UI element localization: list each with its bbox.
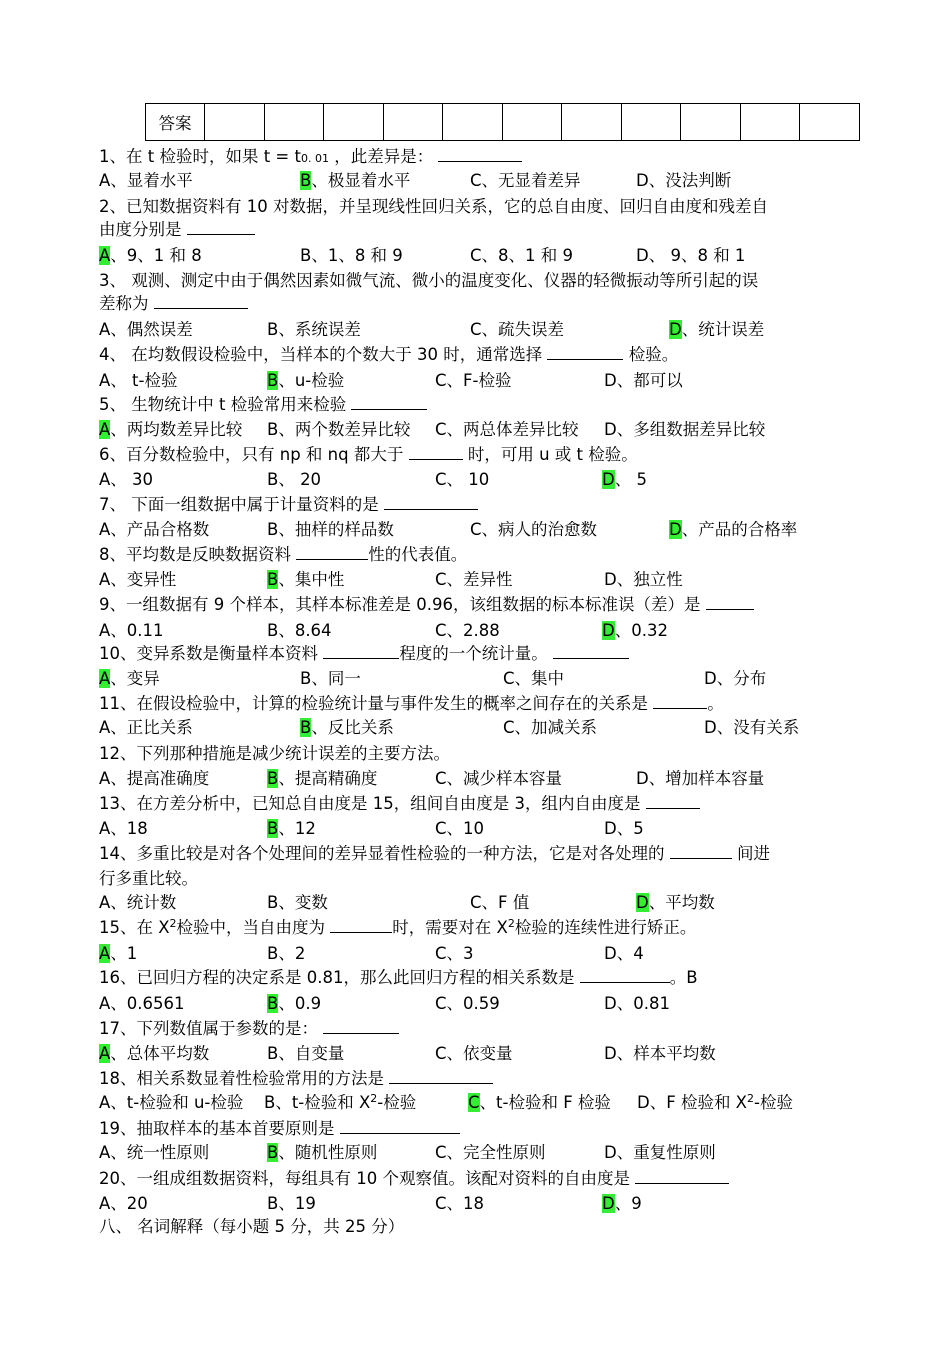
question-6-option-d: D、 5 [602, 470, 647, 489]
answer-blank [706, 594, 754, 610]
question-1-option-c: C、无显着差异 [470, 171, 581, 190]
question-19-option-b: B、随机性原则 [267, 1143, 378, 1162]
question-2-option-a: A、9、1 和 8 [99, 246, 202, 265]
answer-cell[interactable] [621, 104, 681, 141]
question-6-option-c: C、 10 [435, 470, 490, 489]
answer-blank [653, 693, 707, 709]
question-14-option-b: B、变数 [267, 893, 328, 912]
question-15-option-b: B、2 [267, 944, 306, 963]
question-7-option-c: C、病人的治愈数 [470, 520, 598, 539]
question-4-option-a: A、 t-检验 [99, 371, 178, 390]
question-4-option-c: C、F-检验 [435, 371, 512, 390]
question-12-option-b: B、提高精确度 [267, 769, 378, 788]
answer-cell[interactable] [562, 104, 622, 141]
question-11-option-a: A、正比关系 [99, 718, 193, 737]
answer-cell[interactable] [800, 104, 860, 141]
answer-cell[interactable] [502, 104, 562, 141]
question-2-option-c: C、8、1 和 9 [470, 246, 574, 265]
answer-blank [670, 843, 732, 859]
question-16-option-a: A、0.6561 [99, 994, 185, 1013]
question-14-stem-cont: 行多重比较。 [99, 869, 198, 888]
question-18-stem: 18、相关系数显着性检验常用的方法是 [99, 1068, 493, 1090]
question-8-option-c: C、差异性 [435, 570, 513, 589]
question-17-option-a: A、总体平均数 [99, 1044, 210, 1063]
question-20-option-d: D、9 [602, 1194, 642, 1213]
question-17-stem: 17、下列数值属于参数的是： [99, 1018, 399, 1040]
question-9-option-d: D、0.32 [602, 621, 668, 640]
question-16-stem: 16、已回归方程的决定系是 0.81，那么此回归方程的相关系数是 。B [99, 968, 698, 987]
question-9-option-b: B、8.64 [267, 621, 332, 640]
question-11-stem: 11、在假设检验中，计算的检验统计量与事件发生的概率之间存在的关系是 。 [99, 694, 724, 713]
question-5-option-c: C、两总体差异比较 [435, 420, 579, 439]
answer-blank [323, 643, 399, 659]
answer-cell[interactable] [264, 104, 324, 141]
answer-table [145, 103, 860, 141]
question-17-option-c: C、依变量 [435, 1044, 513, 1063]
question-13-option-c: C、10 [435, 819, 485, 838]
answer-blank [154, 293, 248, 309]
question-18-option-a: A、t-检验和 u-检验 [99, 1093, 244, 1112]
question-6-option-b: B、 20 [267, 470, 322, 489]
answer-cell[interactable] [740, 104, 800, 141]
question-14-option-c: C、F 值 [470, 893, 530, 912]
question-19-option-c: C、完全性原则 [435, 1143, 546, 1162]
answer-cell[interactable] [383, 104, 443, 141]
answer-blank [330, 917, 392, 933]
question-11-option-b: B、反比关系 [300, 718, 394, 737]
answer-blank [323, 1018, 399, 1034]
answer-blank [351, 394, 427, 410]
question-11-option-d: D、没有关系 [704, 718, 800, 737]
question-7-option-a: A、产品合格数 [99, 520, 210, 539]
question-20-option-b: B、19 [267, 1194, 316, 1213]
answer-blank [553, 643, 629, 659]
question-3-stem-cont: 差称为 [99, 293, 248, 315]
question-12-option-d: D、增加样本容量 [636, 769, 765, 788]
question-8-option-d: D、独立性 [604, 570, 683, 589]
question-8-option-a: A、变异性 [99, 570, 177, 589]
question-13-option-d: D、5 [604, 819, 644, 838]
question-9-stem: 9、一组数据有 9 个样本，其样本标准差是 0.96，该组数据的标本标准误（差）是 [99, 594, 754, 616]
answer-blank [438, 146, 522, 162]
answer-blank [580, 967, 670, 983]
answer-blank [296, 544, 368, 560]
question-13-stem: 13、在方差分析中，已知总自由度是 15，组间自由度是 3，组内自由度是 [99, 793, 700, 815]
question-20-stem: 20、一组成组数据资料，每组具有 10 个观察值。该配对资料的自由度是 [99, 1168, 729, 1190]
question-16-option-b: B、0.9 [267, 994, 322, 1013]
question-3-option-c: C、疏失误差 [470, 320, 565, 339]
question-11-option-c: C、加减关系 [503, 718, 598, 737]
question-2-option-b: B、1、8 和 9 [300, 246, 403, 265]
question-12-stem: 12、下列那种措施是减少统计误差的主要方法。 [99, 744, 450, 763]
question-5-option-d: D、多组数据差异比较 [604, 420, 766, 439]
answer-blank [187, 219, 255, 235]
question-3-stem: 3、 观测、测定中由于偶然因素如微气流、微小的温度变化、仪器的轻微振动等所引起的误 [99, 271, 759, 290]
question-3-option-d: D、统计误差 [669, 320, 765, 339]
question-8-stem: 8、平均数是反映数据资料 性的代表值。 [99, 545, 468, 564]
answer-blank [547, 344, 623, 360]
question-2-stem: 2、已知数据资料有 10 对数据，并呈现线性回归关系，它的总自由度、回归自由度和残差自 [99, 197, 768, 216]
question-18-option-d: D、F 检验和 $X^2-$检验 [637, 1092, 793, 1112]
question-12-option-a: A、提高准确度 [99, 769, 210, 788]
question-7-option-b: B、抽样的样品数 [267, 520, 394, 539]
answer-blank [389, 1068, 493, 1084]
question-14-option-a: A、统计数 [99, 893, 177, 912]
question-10-option-d: D、分布 [704, 669, 767, 688]
question-2-option-d: D、 9、8 和 1 [636, 246, 746, 265]
question-20-option-c: C、18 [435, 1194, 485, 1213]
answer-blank [384, 494, 478, 510]
answer-blank [646, 793, 700, 809]
question-4-option-d: D、都可以 [604, 371, 683, 390]
answer-blank [409, 444, 463, 460]
question-7-option-d: D、产品的合格率 [669, 520, 798, 539]
question-19-stem: 19、抽取样本的基本首要原则是 [99, 1118, 460, 1140]
question-15-stem: 15、在 $X^2$检验中，当自由度为 时，需要对在 $X^2$检验的连续性进行矫正。 [99, 917, 697, 937]
question-9-option-c: C、2.88 [435, 621, 500, 640]
question-16-option-d: D、0.81 [604, 994, 670, 1013]
question-20-option-a: A、20 [99, 1194, 148, 1213]
question-2-stem-cont: 由度分别是 [99, 219, 255, 241]
section-heading: 八、 名词解释（每小题 5 分，共 25 分） [99, 1217, 405, 1236]
question-3-option-b: B、系统误差 [267, 320, 361, 339]
question-15-option-d: D、4 [604, 944, 644, 963]
question-12-option-c: C、减少样本容量 [435, 769, 563, 788]
question-1-stem: 1、在 t 检验时，如果 t = t0. 01 ，此差异是： [99, 146, 522, 170]
question-14-option-d: D、平均数 [636, 893, 715, 912]
question-18-option-b: B、t-检验和 $X^2-$检验 [264, 1092, 417, 1112]
question-8-option-b: B、集中性 [267, 570, 345, 589]
question-4-option-b: B、u-检验 [267, 371, 345, 390]
question-5-option-b: B、两个数差异比较 [267, 420, 411, 439]
answer-label: 答案 [146, 104, 205, 141]
question-1-option-d: D、没法判断 [636, 171, 732, 190]
question-6-stem: 6、百分数检验中，只有 np 和 nq 都大于 时，可用 u 或 t 检验。 [99, 445, 638, 464]
question-5-stem: 5、 生物统计中 t 检验常用来检验 [99, 394, 427, 416]
answer-cell[interactable] [443, 104, 503, 141]
question-19-option-d: D、重复性原则 [604, 1143, 716, 1162]
question-16-option-c: C、0.59 [435, 994, 500, 1013]
question-15-option-c: C、3 [435, 944, 474, 963]
question-13-option-a: A、18 [99, 819, 148, 838]
question-10-option-b: B、同一 [300, 669, 361, 688]
question-19-option-a: A、统一性原则 [99, 1143, 210, 1162]
answer-cell[interactable] [324, 104, 384, 141]
question-10-option-c: C、集中 [503, 669, 565, 688]
question-3-option-a: A、偶然误差 [99, 320, 193, 339]
question-1-option-b: B、极显着水平 [300, 171, 411, 190]
question-10-option-a: A、变异 [99, 669, 160, 688]
answer-cell[interactable] [205, 104, 265, 141]
answer-cell[interactable] [681, 104, 741, 141]
question-5-option-a: A、两均数差异比较 [99, 420, 243, 439]
question-18-option-c: C、t-检验和 F 检验 [468, 1093, 611, 1112]
answer-blank [635, 1168, 729, 1184]
answer-blank [340, 1118, 460, 1134]
question-7-stem: 7、 下面一组数据中属于计量资料的是 [99, 494, 478, 516]
question-13-option-b: B、12 [267, 819, 316, 838]
question-4-stem: 4、 在均数假设检验中，当样本的个数大于 30 时，通常选择 检验。 [99, 345, 679, 364]
question-9-option-a: A、0.11 [99, 621, 164, 640]
question-15-option-a: A、1 [99, 944, 138, 963]
question-6-option-a: A、 30 [99, 470, 154, 489]
question-14-stem: 14、多重比较是对各个处理间的差异显着性检验的一种方法，它是对各处理的 间进 [99, 844, 770, 863]
question-10-stem: 10、变异系数是衡量样本资料 程度的一个统计量。 [99, 643, 629, 665]
question-17-option-d: D、样本平均数 [604, 1044, 716, 1063]
question-17-option-b: B、自变量 [267, 1044, 345, 1063]
question-1-option-a: A、显着水平 [99, 171, 193, 190]
